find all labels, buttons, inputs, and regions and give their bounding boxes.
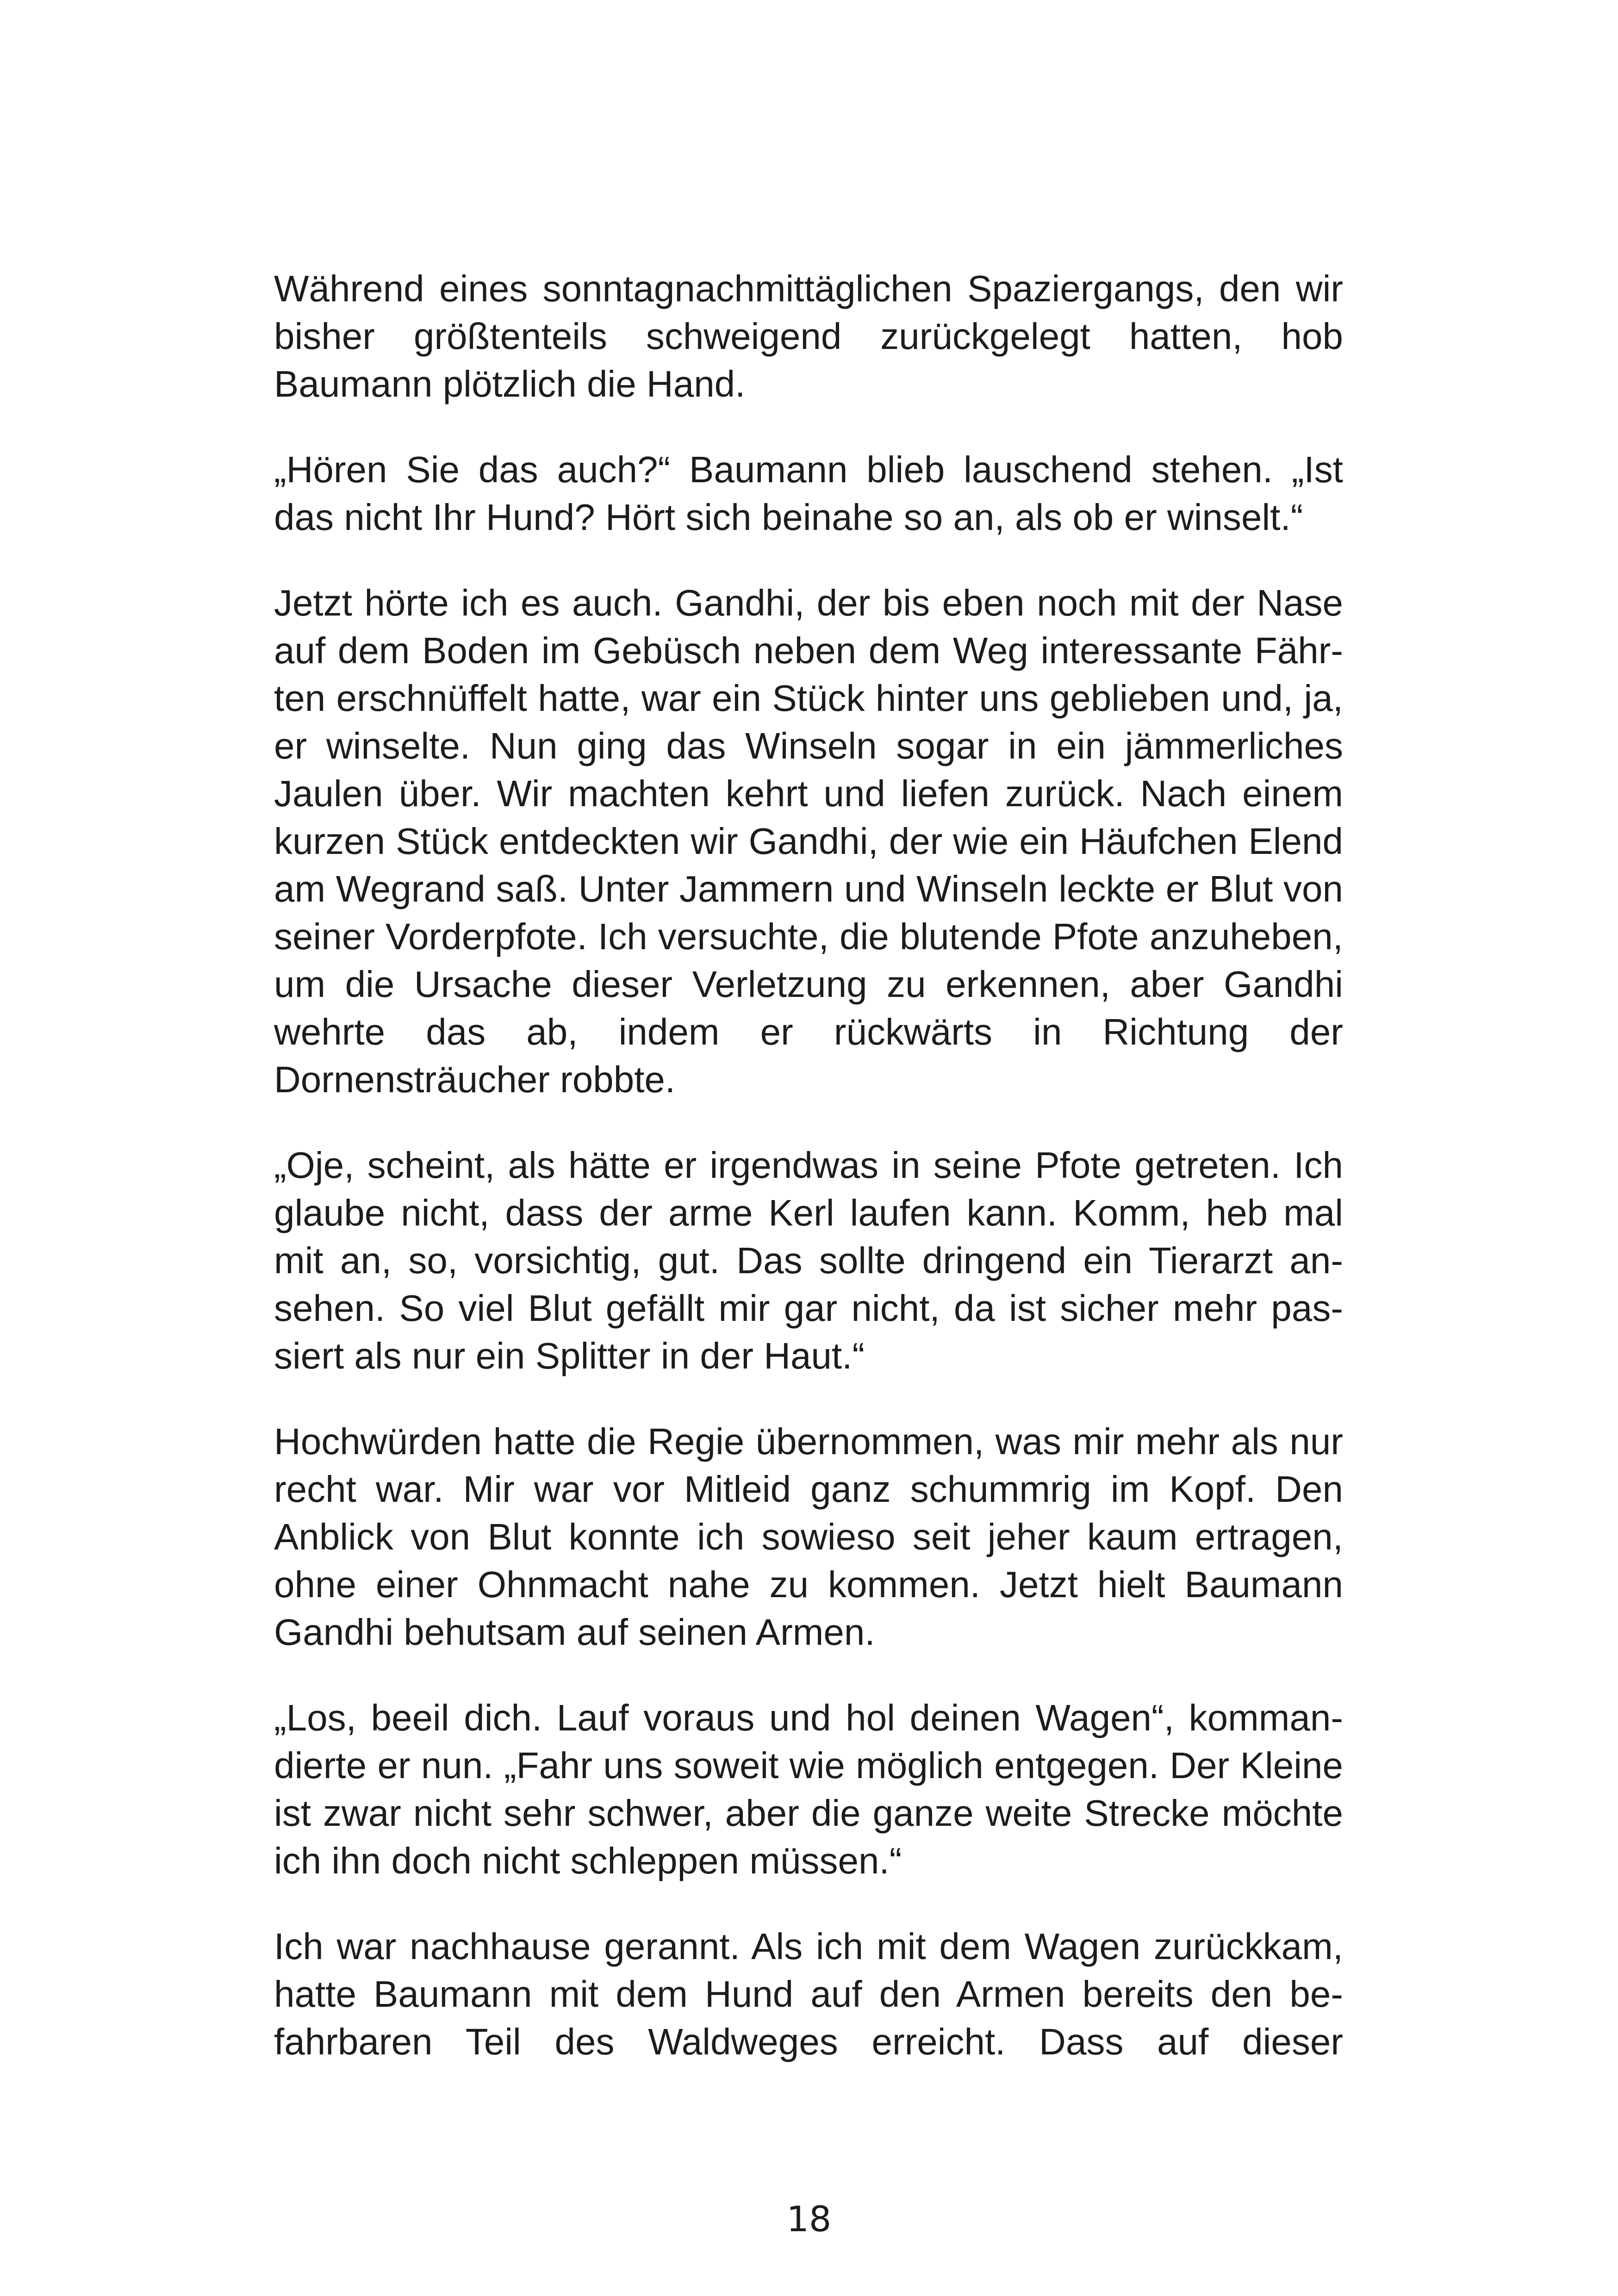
paragraph-4: „Oje, scheint, als hätte er irgendwas in seine Pfote getreten. Ich glaube nicht, dass der arme Kerl laufen kann. Komm, heb mal mit an, so, vorsichtig, gut. Das sollte dringend ein Tierarzt ansehen. So viel Blut gefällt mir gar nicht, da ist sicher mehr passiert als nur ein Splitter in der Haut.“ [274,1145,1343,1376]
paragraph-1: Während eines sonntagnachmittäglichen Spaziergangs, den wir bisher größtenteils schweigend zurückgelegt hatten, hob Baumann plötzlich die Hand. [274,268,1343,404]
paragraph-3: Jetzt hörte ich es auch. Gandhi, der bis eben noch mit der Nase auf dem Boden im Gebüsch neben dem Weg interessante Fährten erschnüffelt hatte, war ein Stück hinter uns geblieben und, ja, er winselte. Nun ging das Winseln sogar in ein jämmerliches Jaulen über. Wir machten kehrt und liefen zurück. Nach einem kurzen Stück entdeckten wir Gandhi, der wie ein Häufchen Elend am Wegrand saß. Unter Jammern und Winseln leckte er Blut von seiner Vorderpfote. Ich versuchte, die blutende Pfote anzuheben, um die Ursache dieser Verletzung zu erkennen, aber Gandhi wehrte das ab, indem er rückwärts in Richtung der Dornensträucher robbte. [274,582,1343,1100]
paragraph-6: „Los, beeil dich. Lauf voraus und hol deinen Wagen“, kommandierte er nun. „Fahr uns soweit wie möglich entgegen. Der Kleine ist zwar nicht sehr schwer, aber die ganze weite Strecke möchte ich ihn doch nicht schleppen müssen.“ [274,1697,1343,1881]
paragraph-7: Ich war nachhause gerannt. Als ich mit dem Wagen zurückkam, hatte Baumann mit dem Hund auf den Armen bereits den befahrbaren Teil des Waldweges erreicht. Dass auf dieser [274,1926,1343,2062]
page-number: 18 [786,2198,832,2240]
paragraph-5: Hochwürden hatte die Regie übernommen, was mir mehr als nur recht war. Mir war vor Mitleid ganz schummrig im Kopf. Den Anblick von Blut konnte ich sowieso seit jeher kaum ertragen, ohne einer Ohnmacht nahe zu kommen. Jetzt hielt Baumann Gandhi behutsam auf seinen Armen. [274,1421,1343,1653]
paragraph-2: „Hören Sie das auch?“ Baumann blieb lauschend stehen. „Ist das nicht Ihr Hund? Hört sich beinahe so an, als ob er winselt.“ [274,449,1343,538]
body-text [274,265,1343,2066]
